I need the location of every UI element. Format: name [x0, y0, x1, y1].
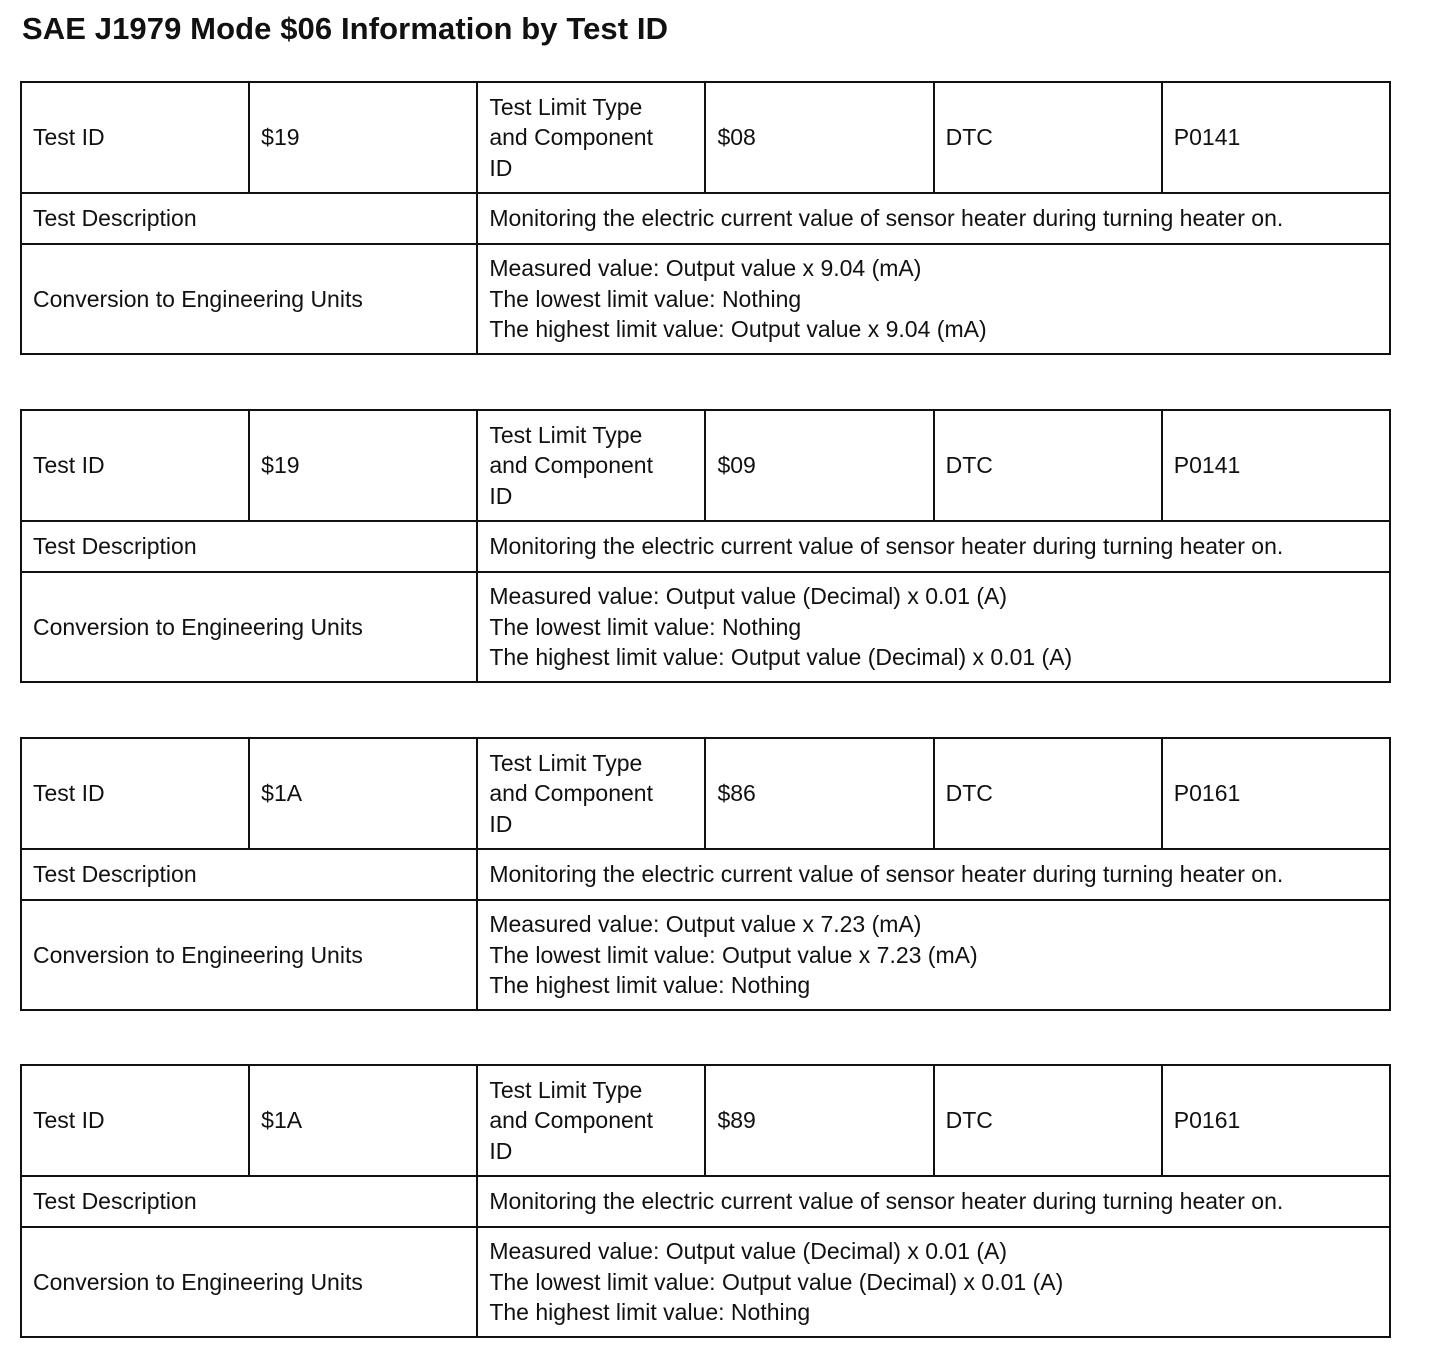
test-id-value: $19 — [249, 410, 477, 521]
limit-type-label: Test Limit Type and Component ID — [477, 738, 705, 849]
dtc-value: P0161 — [1162, 738, 1390, 849]
limit-type-value: $89 — [705, 1065, 933, 1176]
description-row — [21, 849, 1390, 899]
conversion-row — [21, 244, 1390, 354]
dtc-value: P0141 — [1162, 82, 1390, 193]
conversion-value — [477, 900, 1390, 1010]
lowest-limit-line: The lowest limit value: Output value x 7.23 (mA) — [489, 941, 978, 968]
test-id-value: $19 — [249, 82, 477, 193]
page-title: SAE J1979 Mode $06 Information by Test ID — [22, 11, 669, 46]
conversion-label: Conversion to Engineering Units — [21, 572, 477, 682]
test-id-label: Test ID — [21, 410, 249, 521]
test-id-row — [21, 410, 1390, 521]
description-value: Monitoring the electric current value of sensor heater during turning heater on. — [477, 849, 1390, 899]
test-id-label: Test ID — [21, 738, 249, 849]
description-label: Test Description — [21, 1176, 477, 1226]
test-id-row — [21, 1065, 1390, 1176]
limit-type-value: $08 — [705, 82, 933, 193]
description-row — [21, 521, 1390, 571]
description-label: Test Description — [21, 521, 477, 571]
measured-value-line: Measured value: Output value x 9.04 (mA) — [489, 255, 922, 282]
conversion-label: Conversion to Engineering Units — [21, 1227, 477, 1337]
test-id-label: Test ID — [21, 1065, 249, 1176]
measured-value-line: Measured value: Output value (Decimal) x 0.01 (A) — [489, 1238, 1008, 1265]
description-label: Test Description — [21, 193, 477, 243]
conversion-label: Conversion to Engineering Units — [21, 900, 477, 1010]
lowest-limit-line: The lowest limit value: Nothing — [489, 613, 802, 640]
highest-limit-line: The highest limit value: Nothing — [489, 1299, 811, 1326]
limit-type-label: Test Limit Type and Component ID — [477, 410, 705, 521]
highest-limit-line: The highest limit value: Output value x 9.04 (mA) — [489, 316, 987, 343]
description-label: Test Description — [21, 849, 477, 899]
test-id-row — [21, 82, 1390, 193]
conversion-label: Conversion to Engineering Units — [21, 244, 477, 354]
test-id-value: $1A — [249, 1065, 477, 1176]
limit-type-label: Test Limit Type and Component ID — [477, 82, 705, 193]
limit-type-label: Test Limit Type and Component ID — [477, 1065, 705, 1176]
description-value: Monitoring the electric current value of sensor heater during turning heater on. — [477, 1176, 1390, 1226]
limit-type-value: $86 — [705, 738, 933, 849]
test-id-value: $1A — [249, 738, 477, 849]
conversion-value — [477, 572, 1390, 682]
test-table — [20, 737, 1391, 1011]
conversion-row — [21, 572, 1390, 682]
lowest-limit-line: The lowest limit value: Output value (Decimal) x 0.01 (A) — [489, 1268, 1064, 1295]
measured-value-line: Measured value: Output value (Decimal) x 0.01 (A) — [489, 583, 1008, 610]
description-row — [21, 1176, 1390, 1226]
test-id-row — [21, 738, 1390, 849]
dtc-label: DTC — [934, 1065, 1162, 1176]
dtc-label: DTC — [934, 738, 1162, 849]
conversion-row — [21, 1227, 1390, 1337]
highest-limit-line: The highest limit value: Output value (Decimal) x 0.01 (A) — [489, 644, 1073, 671]
dtc-value: P0161 — [1162, 1065, 1390, 1176]
test-table — [20, 409, 1391, 683]
dtc-label: DTC — [934, 82, 1162, 193]
conversion-value — [477, 1227, 1390, 1337]
description-value: Monitoring the electric current value of sensor heater during turning heater on. — [477, 521, 1390, 571]
conversion-row — [21, 900, 1390, 1010]
dtc-value: P0141 — [1162, 410, 1390, 521]
limit-type-value: $09 — [705, 410, 933, 521]
dtc-label: DTC — [934, 410, 1162, 521]
lowest-limit-line: The lowest limit value: Nothing — [489, 285, 802, 312]
measured-value-line: Measured value: Output value x 7.23 (mA) — [489, 911, 922, 938]
highest-limit-line: The highest limit value: Nothing — [489, 972, 811, 999]
test-id-label: Test ID — [21, 82, 249, 193]
description-row — [21, 193, 1390, 243]
description-value: Monitoring the electric current value of sensor heater during turning heater on. — [477, 193, 1390, 243]
test-table — [20, 81, 1391, 355]
conversion-value — [477, 244, 1390, 354]
test-table — [20, 1064, 1391, 1338]
